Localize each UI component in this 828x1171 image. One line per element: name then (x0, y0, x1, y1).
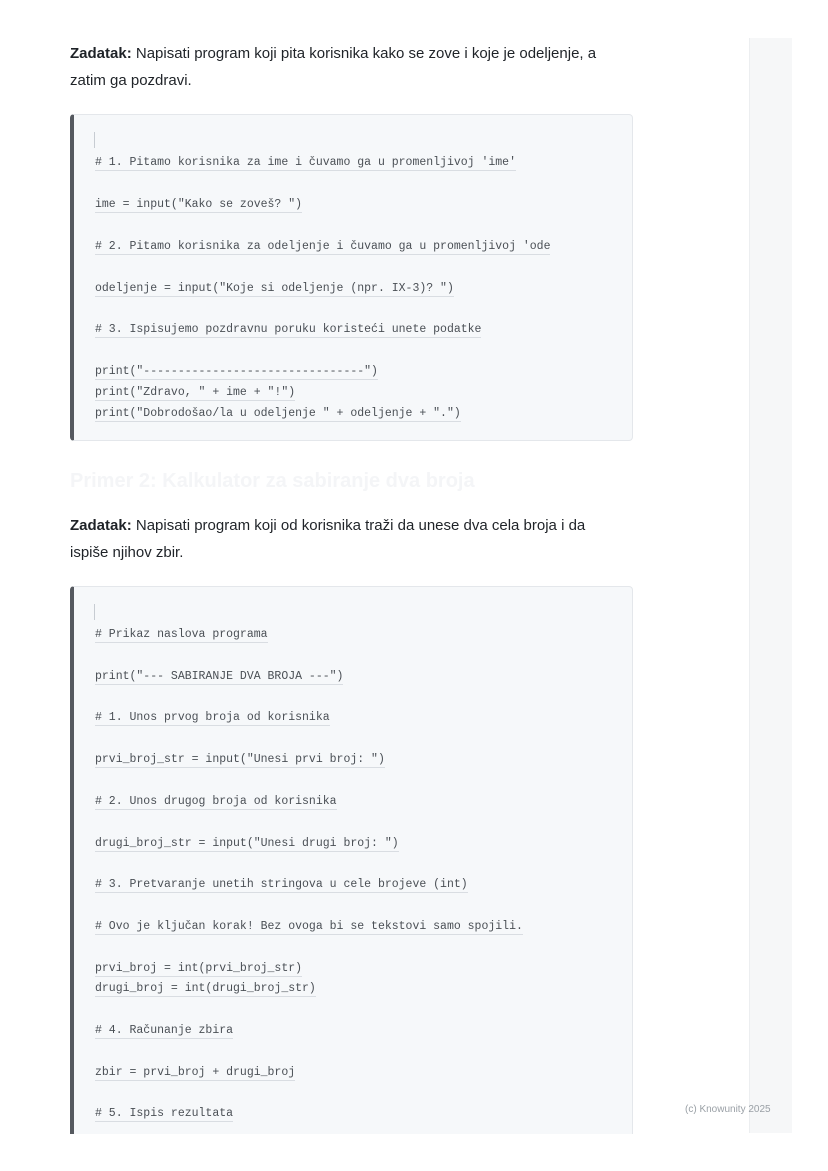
task-1-label: Zadatak: (70, 45, 132, 62)
code-line: # 1. Unos prvog broja od korisnika (95, 711, 330, 724)
code-line: # 3. Ispisujemo pozdravnu poruku koristeći unete podatke (95, 323, 482, 336)
code-cursor (94, 132, 95, 148)
code-line: odeljenje = input("Koje si odeljenje (npr. IX-3)? ") (95, 282, 454, 295)
code-line: # 2. Pitamo korisnika za odeljenje i čuvamo ga u promenljivoj 'ode (95, 240, 551, 253)
code-block-1 (70, 114, 633, 441)
task-2-text-line1: Napisati program koji od korisnika traži da unese dva cela broja i da (131, 517, 586, 534)
code-line: print("--- SABIRANJE DVA BROJA ---") (95, 670, 344, 683)
code-line: # Prikaz naslova programa (95, 628, 268, 641)
code-line: # 2. Unos drugog broja od korisnika (95, 795, 337, 808)
task-1 (70, 40, 650, 94)
code-line: drugi_broj_str = input("Unesi drugi broj: ") (95, 837, 399, 850)
code-line: # 1. Pitamo korisnika za ime i čuvamo ga u promenljivoj 'ime' (95, 156, 516, 169)
code-line: ime = input("Kako se zoveš? ") (95, 198, 303, 211)
code-block-2 (70, 586, 633, 1134)
page-sidebar (749, 38, 792, 1133)
task-2 (70, 512, 650, 566)
code-line: # Ovo je ključan korak! Bez ovoga bi se tekstovi samo spojili. (95, 920, 523, 933)
code-cursor (94, 604, 95, 620)
task-2-text-line2: ispiše njihov zbir. (70, 544, 184, 561)
task-2-label: Zadatak: (70, 517, 132, 534)
code-line: # 3. Pretvaranje unetih stringova u cele brojeve (int) (95, 878, 468, 891)
code-line: # 5. Ispis rezultata (95, 1107, 234, 1120)
code-line: # 4. Računanje zbira (95, 1024, 234, 1037)
code-line: print("Zdravo, " + ime + "!") (95, 386, 296, 399)
code-line: print("--------------------------------") (95, 365, 378, 378)
code-line: prvi_broj_str = input("Unesi prvi broj: ") (95, 753, 385, 766)
task-1-text-line2: zatim ga pozdravi. (70, 72, 192, 89)
task-1-text-line1: Napisati program koji pita korisnika kako se zove i koje je odeljenje, a (131, 45, 597, 62)
copyright-footer: (c) Knowunity 2025 (685, 1104, 771, 1115)
section-heading-2: Primer 2: Kalkulator za sabiranje dva broja (70, 470, 475, 492)
code-line: zbir = prvi_broj + drugi_broj (95, 1066, 296, 1079)
code-line: prvi_broj = int(prvi_broj_str) (95, 962, 303, 975)
code-line: print("Dobrodošao/la u odeljenje " + odeljenje + ".") (95, 407, 461, 420)
code-line: drugi_broj = int(drugi_broj_str) (95, 982, 316, 995)
